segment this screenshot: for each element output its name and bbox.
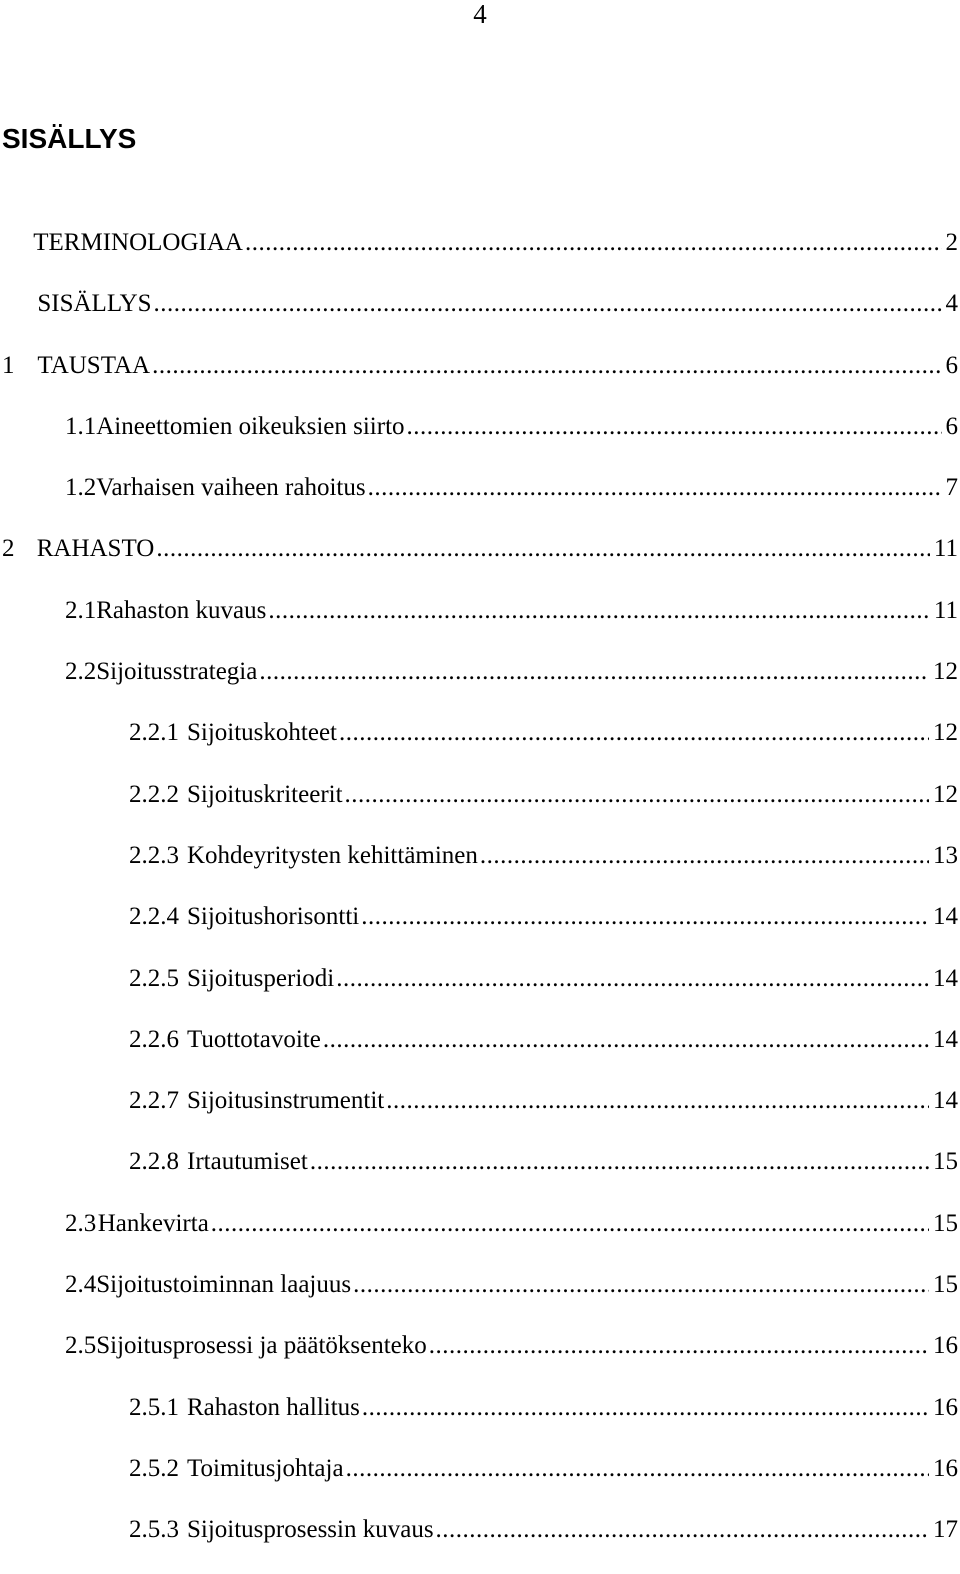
toc-dot-leader xyxy=(211,1206,929,1242)
toc-dot-leader xyxy=(353,1267,929,1303)
toc-entry[interactable] xyxy=(0,1267,960,1328)
toc-entry-page: 16 xyxy=(933,1390,960,1426)
toc-entry-title: Sijoitusperiodi xyxy=(187,961,334,997)
toc-entry-title: Rahaston hallitus xyxy=(187,1390,360,1426)
toc-entry[interactable] xyxy=(0,593,960,654)
toc-dot-leader xyxy=(407,409,942,445)
toc-entry-page: 11 xyxy=(934,531,960,567)
toc-entry-number: 1 xyxy=(2,348,37,384)
toc-entry-title: Sijoitushorisontti xyxy=(187,899,359,935)
toc-dot-leader xyxy=(336,961,929,997)
toc-entry-title: SISÄLLYS xyxy=(37,286,151,322)
toc-entry[interactable] xyxy=(0,1451,960,1512)
toc-dot-leader xyxy=(156,531,930,567)
toc-entry-number: 2.2.2 xyxy=(129,777,179,813)
toc-entry-number: 2 xyxy=(2,531,37,567)
page-number: 4 xyxy=(0,0,960,30)
toc-entry-title: Sijoitustoiminnan laajuus xyxy=(96,1267,351,1303)
toc-entry-page: 12 xyxy=(933,777,960,813)
toc-dot-leader xyxy=(339,715,929,751)
toc-entry-number: 1.1 xyxy=(65,409,96,445)
toc-dot-leader xyxy=(480,838,929,874)
toc-entry-page: 16 xyxy=(933,1451,960,1487)
toc-dot-leader xyxy=(362,1390,929,1426)
toc-entry[interactable] xyxy=(0,286,960,347)
toc-entry-number: 2.4 xyxy=(65,1267,96,1303)
toc-entry-page: 14 xyxy=(933,899,960,935)
toc-entry-number: 2.2 xyxy=(65,654,96,690)
toc-dot-leader xyxy=(310,1144,929,1180)
toc-entry-page: 6 xyxy=(946,409,960,445)
toc-entry-title: Kohdeyritysten kehittäminen xyxy=(187,838,478,874)
toc-entry-number: 2.2.3 xyxy=(129,838,179,874)
toc-entry-number: 2.2.7 xyxy=(129,1083,179,1119)
toc-entry-page: 17 xyxy=(933,1512,960,1548)
toc-entry-title: Tuottotavoite xyxy=(187,1022,321,1058)
toc-entry[interactable] xyxy=(0,1390,960,1451)
toc-entry-title: RAHASTO xyxy=(37,531,155,567)
toc-entry-number: 2.2.6 xyxy=(129,1022,179,1058)
toc-entry-title: Irtautumiset xyxy=(187,1144,308,1180)
toc-entry[interactable] xyxy=(0,225,960,286)
toc-dot-leader xyxy=(154,286,942,322)
toc-entry-title: TAUSTAA xyxy=(37,348,150,384)
toc-dot-leader xyxy=(268,593,930,629)
toc-entry-page: 6 xyxy=(946,348,960,384)
toc-entry[interactable] xyxy=(0,1328,960,1389)
toc-entry[interactable] xyxy=(0,715,960,776)
toc-entry[interactable] xyxy=(0,1206,960,1267)
toc-entry[interactable] xyxy=(0,1083,960,1144)
toc-entry-number: 2.2.4 xyxy=(129,899,179,935)
table-of-contents xyxy=(0,225,960,1574)
toc-entry-title: Sijoitusprosessi ja päätöksenteko xyxy=(96,1328,427,1364)
toc-entry-number: 2.5 xyxy=(65,1328,96,1364)
toc-entry[interactable] xyxy=(0,654,960,715)
toc-entry-title: Hankevirta xyxy=(98,1206,209,1242)
toc-entry-page: 4 xyxy=(946,286,960,322)
toc-entry-page: 15 xyxy=(933,1267,960,1303)
toc-entry[interactable] xyxy=(0,838,960,899)
toc-entry-page: 2 xyxy=(946,225,960,261)
toc-entry-page: 12 xyxy=(933,654,960,690)
toc-entry-title: Sijoitusstrategia xyxy=(96,654,257,690)
toc-dot-leader xyxy=(368,470,942,506)
toc-entry-number: 2.1 xyxy=(65,593,96,629)
toc-entry-title: Aineettomien oikeuksien siirto xyxy=(96,409,404,445)
toc-entry-title: Sijoitusprosessin kuvaus xyxy=(187,1512,434,1548)
toc-entry[interactable] xyxy=(0,899,960,960)
toc-dot-leader xyxy=(245,225,942,261)
toc-entry-title: Sijoituskriteerit xyxy=(187,777,343,813)
toc-entry[interactable] xyxy=(0,409,960,470)
toc-dot-leader xyxy=(346,1451,929,1487)
toc-dot-leader xyxy=(259,654,929,690)
toc-dot-leader xyxy=(152,348,941,384)
toc-entry[interactable] xyxy=(0,1022,960,1083)
toc-heading: SISÄLLYS xyxy=(2,121,136,157)
toc-entry-title: Sijoituskohteet xyxy=(187,715,337,751)
toc-entry-title: Toimitusjohtaja xyxy=(187,1451,344,1487)
toc-entry[interactable] xyxy=(0,961,960,1022)
toc-entry-title: TERMINOLOGIAA xyxy=(33,225,243,261)
toc-entry[interactable] xyxy=(0,777,960,838)
toc-entry-number: 1.2 xyxy=(65,470,96,506)
toc-entry-number: 2.2.5 xyxy=(129,961,179,997)
toc-dot-leader xyxy=(361,899,929,935)
toc-entry-number: 2.5.2 xyxy=(129,1451,179,1487)
toc-entry-title: Sijoitusinstrumentit xyxy=(187,1083,384,1119)
toc-entry-page: 15 xyxy=(933,1144,960,1180)
toc-entry-page: 12 xyxy=(933,715,960,751)
toc-entry[interactable] xyxy=(0,470,960,531)
toc-entry[interactable] xyxy=(0,348,960,409)
toc-entry-number: 2.5.1 xyxy=(129,1390,179,1426)
toc-entry[interactable] xyxy=(0,531,960,592)
toc-entry-page: 14 xyxy=(933,1022,960,1058)
toc-entry-page: 14 xyxy=(933,1083,960,1119)
toc-entry-page: 16 xyxy=(933,1328,960,1364)
toc-entry-title: Rahaston kuvaus xyxy=(96,593,266,629)
toc-entry-page: 13 xyxy=(933,838,960,874)
toc-entry-number: 2.5.3 xyxy=(129,1512,179,1548)
toc-entry-number: 2.2.1 xyxy=(129,715,179,751)
toc-entry[interactable] xyxy=(0,1144,960,1205)
toc-dot-leader xyxy=(386,1083,929,1119)
toc-dot-leader xyxy=(429,1328,929,1364)
toc-dot-leader xyxy=(323,1022,929,1058)
toc-entry-page: 7 xyxy=(946,470,960,506)
toc-entry-page: 11 xyxy=(934,593,960,629)
toc-entry-page: 14 xyxy=(933,961,960,997)
toc-entry-number: 2.3 xyxy=(65,1206,98,1242)
toc-entry-number: 2.2.8 xyxy=(129,1144,179,1180)
toc-entry-title: Varhaisen vaiheen rahoitus xyxy=(96,470,365,506)
toc-entry-page: 15 xyxy=(933,1206,960,1242)
toc-dot-leader xyxy=(345,777,929,813)
